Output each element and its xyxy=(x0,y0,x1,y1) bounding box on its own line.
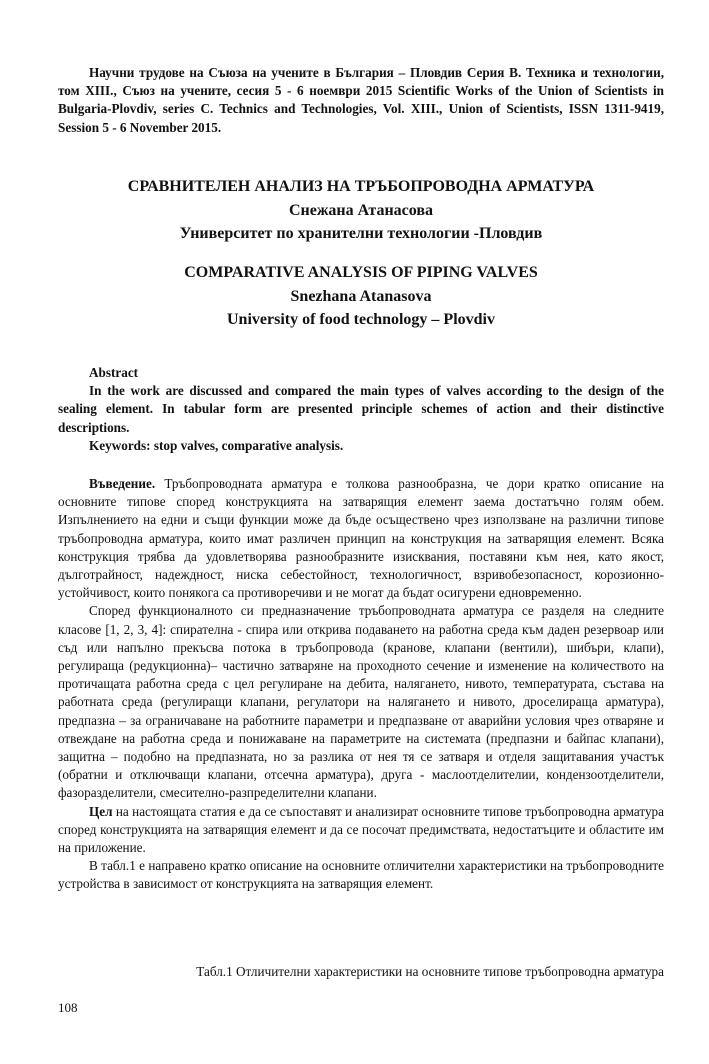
title-block-en xyxy=(58,261,664,332)
table-caption: Табл.1 Отличителни характеристики на основните типове тръбопроводна арматура xyxy=(196,964,664,979)
author-bg: Снежана Атанасова xyxy=(288,201,434,219)
abstract-text: In the work are discussed and compared the main types of valves according to the design of the sealing element. In tabular form are presented principle schemes of action and their distinctive descriptions. xyxy=(58,383,664,435)
table-intro-paragraph: В табл.1 е направено кратко описание на основните отличителни характеристики на тръбопроводните устройства в зависимост от конструкцията на затварящия елемент. xyxy=(58,858,664,892)
author-en: Snezhana Atanasova xyxy=(290,287,432,305)
intro-paragraph xyxy=(58,475,664,602)
abstract-section xyxy=(58,364,664,455)
classes-paragraph: Според функционалното си предназначение тръбопроводната арматура се разделя на следните класове [1, 2, 3, 4]: спирателна - спира или открива подаването на работна среда към даден резервоар или съд или напълно прекъсва потока в тръбопровода (кранове, клапани (вентили), шибъри, клапи), регулираща (редукционна)– частично затваряне на проходното сечение и изменение на количеството на протичащата работна среда с цел регулиране на дебита, налягането, нивото, температурата, състава на работната среда (регулиращи клапани, регулатори на налягането и нивото, дроселираща арматура), предпазна – за ограничаване на работните параметри и предпазване от аварийни условия чрез отваряне и отвеждане на работна среда и понижаване на параметрите на системата (предпазни и байпас клапани), защитна – подобно на предпазната, но за разлика от нея тя се затваря и отделя защитавания участък (обратни и отключващи клапани, отсечна арматура), друга - маслоотделителии, кондензоотделители, фазоразделители, смесително-разпределителни клапани. xyxy=(58,603,664,801)
intro-text: Тръбопроводната арматура е толкова разнообразна, че дори кратко описание на основните типове според конструкцията на затварящия елемент заема достатъчно голям обем. Изпълнението на едни и същи функции може да бъде осъществено чрез използване на различни типове тръбопроводна арматура, които имат различен принцип на конструкция на затварящия елемент. Всяка конструкция трябва да удовлетворява разнообразните изисквания, поставяни към нея, като якост, дълготрайност, надеждност, ниска себестойност, технологичност, взривобезопасност, корозионно-устойчивост, които понякога са противоречиви и не могат да бъдат осигурени едновременно. xyxy=(58,476,664,601)
paper-title-bg: СРАВНИТЕЛЕН АНАЛИЗ НА ТРЪБОПРОВОДНА АРМАТУРА xyxy=(127,178,595,195)
page-number: 108 xyxy=(58,1000,78,1015)
journal-header-text: Научни трудове на Съюза на учените в България – Пловдив Серия В. Техника и технологии, том XIII., Съюз на учените, сесия 5 - 6 ноември 2015 Scientific Works of the Union of Scientists in Bulgaria-Plovdiv, series C. Technics and Technologies, Vol. XIII., Union of Scientists, ISSN 1311-9419, Session 5 - 6 November 2015. xyxy=(58,65,664,135)
body-text xyxy=(58,475,664,894)
aim-text: на настоящата статия е да се съпоставят и анализират основните типове тръбопроводна арматура според конструкцията на затварящия елемент и да се посочат предимствата, недостатъците и областите им на приложение. xyxy=(58,803,664,856)
aim-paragraph xyxy=(58,803,664,858)
keywords: Keywords: stop valves, comparative analysis. xyxy=(89,437,344,453)
affiliation-bg: Университет по хранителни технологии -Пловдив xyxy=(179,225,543,242)
abstract-heading: Abstract xyxy=(89,365,139,380)
affiliation-en: University of food technology – Plovdiv xyxy=(227,311,495,328)
journal-header xyxy=(58,64,664,137)
aim-label: Цел xyxy=(89,803,113,819)
title-block-bg xyxy=(58,175,664,246)
intro-label: Въведение. xyxy=(89,476,156,491)
paper-title-en: COMPARATIVE ANALYSIS OF PIPING VALVES xyxy=(184,264,538,281)
